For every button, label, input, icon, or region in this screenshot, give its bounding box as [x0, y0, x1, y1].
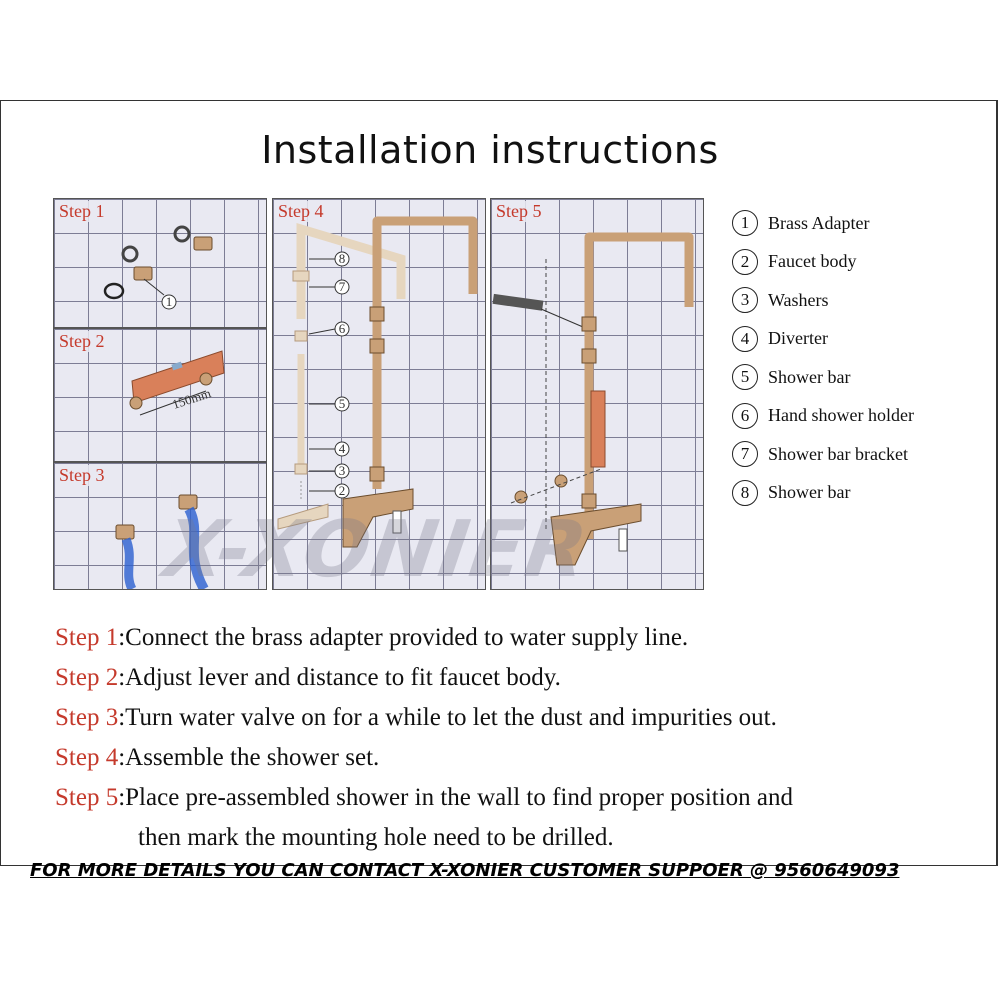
legend-number: 4	[732, 326, 758, 352]
contact-footer: FOR MORE DETAILS YOU CAN CONTACT X-XONIER CUSTOMER SUPPOER @ 9560649093	[30, 860, 900, 881]
legend-item	[732, 320, 982, 359]
step-text: :Assemble the shower set.	[118, 744, 380, 771]
legend-label: Faucet body	[768, 251, 857, 272]
step-instructions	[55, 618, 985, 858]
step-1-callout-1: 1	[165, 294, 173, 309]
step-1-panel	[53, 198, 267, 328]
step-line	[55, 778, 985, 818]
legend-label: Shower bar	[768, 482, 851, 503]
step-label: Step 1	[55, 624, 119, 651]
parts-legend	[732, 204, 982, 512]
step-4-callout-6: 6	[338, 321, 346, 336]
legend-number: 1	[732, 210, 758, 236]
step-continuation: then mark the mounting hole need to be drilled.	[138, 824, 614, 851]
legend-label: Hand shower holder	[768, 405, 914, 426]
step-4-callout-7: 7	[338, 279, 346, 294]
step-2-tag: Step 2	[59, 331, 105, 351]
legend-item	[732, 435, 982, 474]
step-line	[55, 698, 985, 738]
step-text: :Connect the brass adapter provided to water supply line.	[118, 624, 689, 651]
legend-number: 3	[732, 287, 758, 313]
step-4-callout-8: 8	[338, 251, 346, 266]
step-label: Step 5	[55, 784, 119, 811]
step-label: Step 4	[55, 744, 119, 771]
step-line	[55, 618, 985, 658]
legend-number: 8	[732, 480, 758, 506]
legend-number: 6	[732, 403, 758, 429]
legend-label: Diverter	[768, 328, 828, 349]
legend-label: Brass Adapter	[768, 212, 870, 233]
legend-number: 7	[732, 441, 758, 467]
step-line	[55, 738, 985, 778]
step-2-panel	[53, 328, 267, 462]
legend-number: 5	[732, 364, 758, 390]
step-4-tag: Step 4	[278, 201, 324, 221]
legend-item	[732, 474, 982, 513]
legend-item	[732, 243, 982, 282]
legend-label: Shower bar	[768, 366, 851, 387]
step-2-dimension: 150mm	[170, 385, 213, 412]
step-4-callout-3: 3	[338, 463, 346, 478]
legend-number: 2	[732, 249, 758, 275]
step-1-tag: Step 1	[59, 201, 105, 221]
legend-label: Shower bar bracket	[768, 443, 908, 464]
step-3-tag: Step 3	[59, 465, 105, 485]
legend-item	[732, 397, 982, 436]
legend-label: Washers	[768, 289, 829, 310]
step-text: :Turn water valve on for a while to let the dust and impurities out.	[118, 704, 777, 731]
step-text: :Place pre-assembled shower in the wall to find proper position and	[118, 784, 794, 811]
step-label: Step 3	[55, 704, 119, 731]
step-label: Step 2	[55, 664, 119, 691]
legend-item	[732, 358, 982, 397]
step-4-callout-2: 2	[338, 483, 346, 498]
page-title: Installation instructions	[261, 128, 719, 172]
step-text: :Adjust lever and distance to fit faucet body.	[118, 664, 561, 691]
step-5-tag: Step 5	[496, 201, 542, 221]
watermark-logo: X-XONIER	[158, 505, 595, 595]
legend-item	[732, 281, 982, 320]
step-4-callout-4: 4	[338, 441, 346, 456]
step-line	[55, 658, 985, 698]
step-4-callout-5: 5	[338, 396, 346, 411]
legend-item	[732, 204, 982, 243]
